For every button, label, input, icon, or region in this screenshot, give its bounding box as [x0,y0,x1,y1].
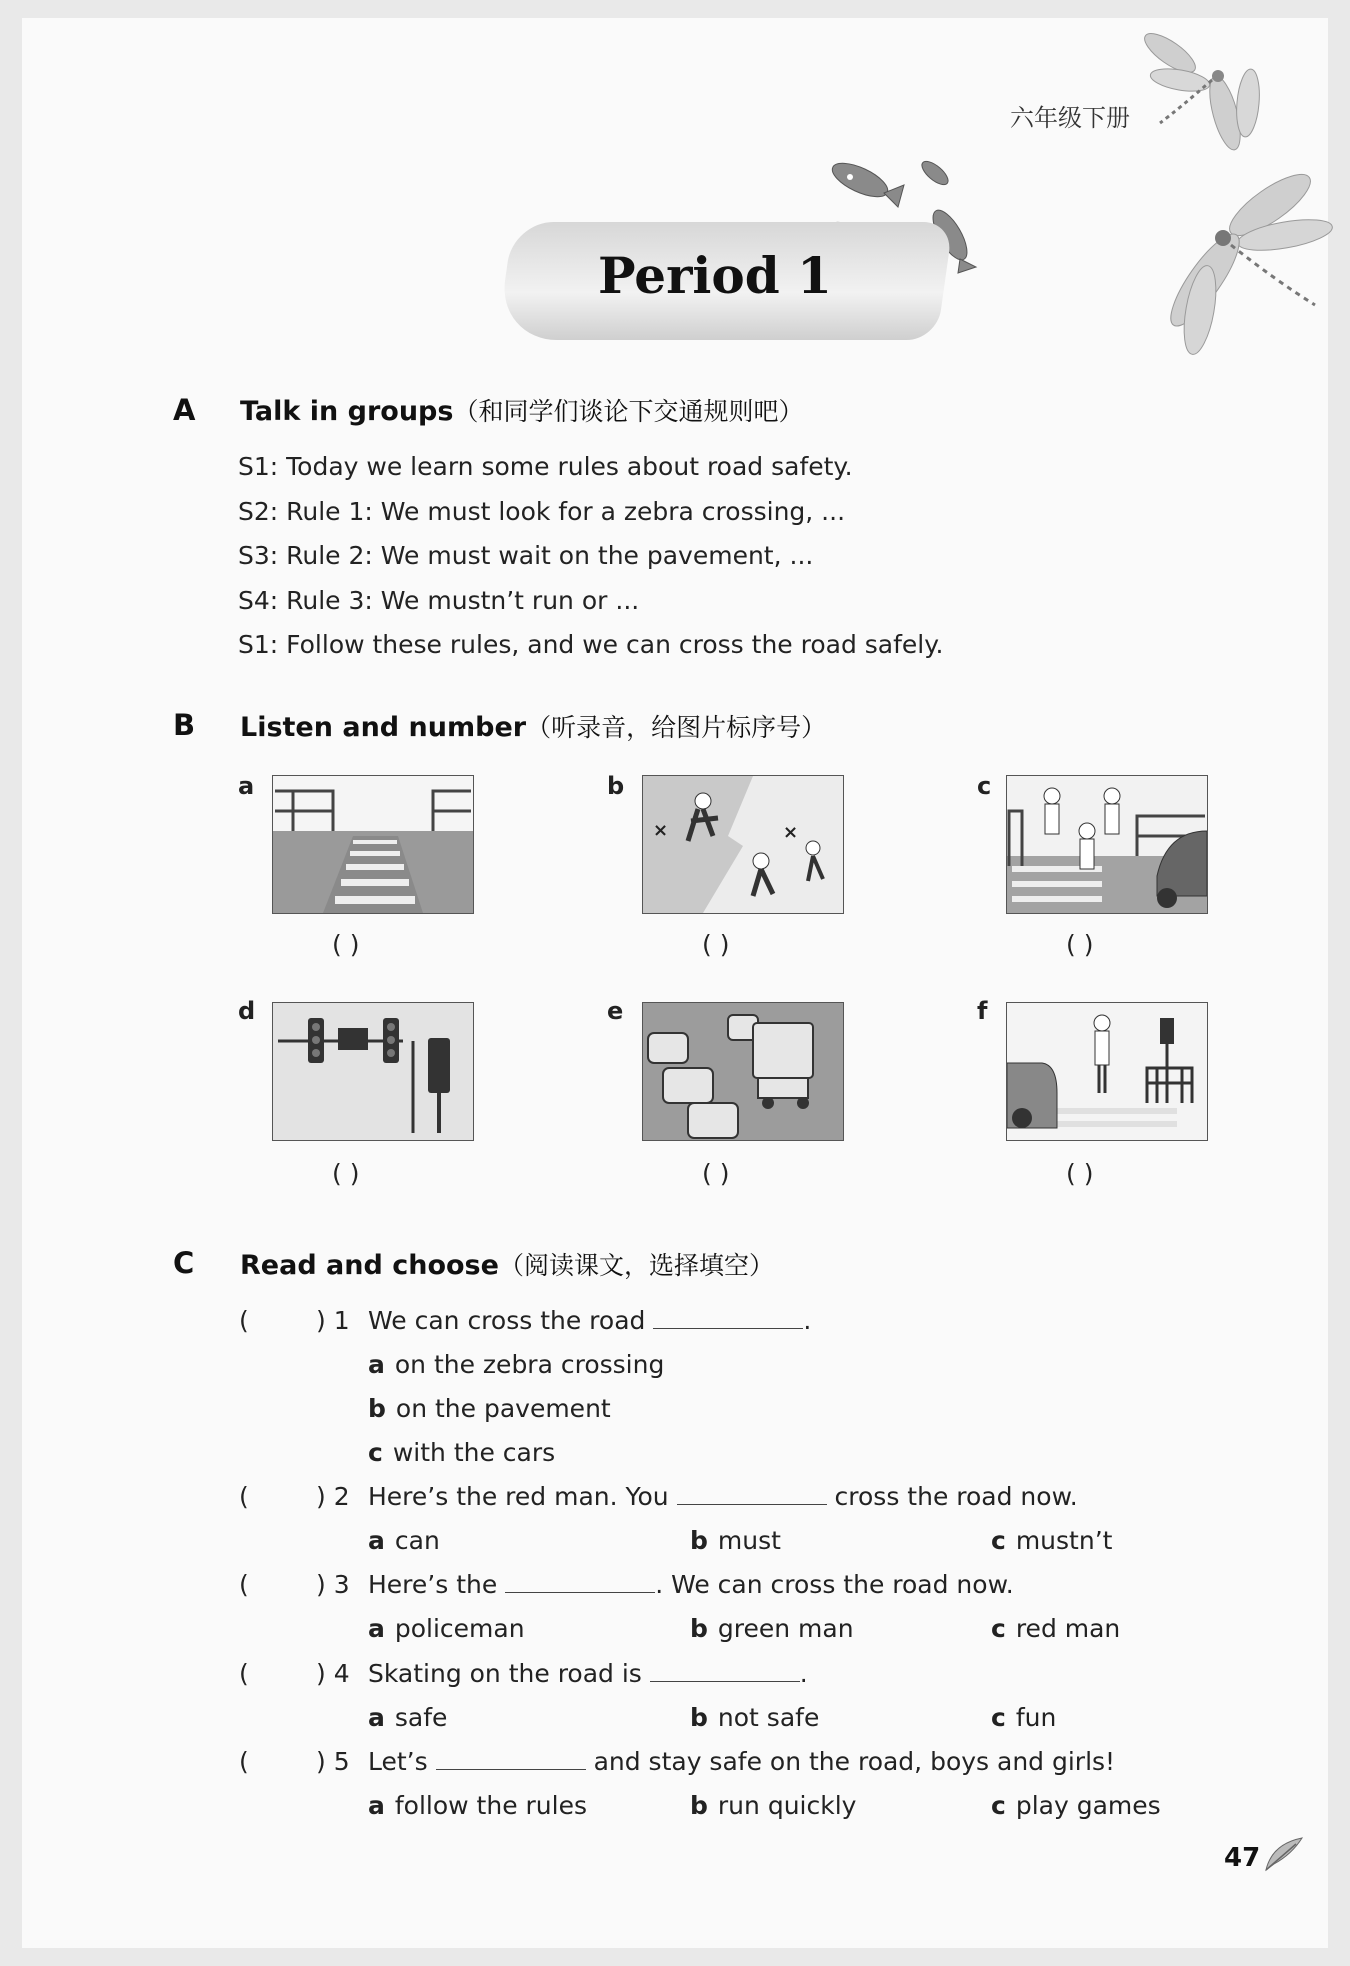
answer-blank[interactable] [650,1659,800,1682]
question-number: ) 3 [316,1570,350,1599]
option-text: run quickly [717,1791,857,1820]
question-text-after: . [799,1659,808,1688]
answer-paren[interactable]: ( ) [702,930,730,959]
option [368,1350,664,1379]
picture-e-traffic-jam [642,1002,844,1141]
answer-blank[interactable] [505,1570,655,1593]
question-text [368,1747,1115,1776]
section-b-title-en: Listen and number [240,712,527,743]
picture-d-label: d [238,997,256,1025]
answer-paren-open[interactable]: ( [239,1306,249,1335]
picture-d-traffic-lights [272,1002,474,1141]
option-text: follow the rules [394,1791,588,1820]
option [690,1791,856,1820]
answer-paren-open[interactable]: ( [239,1570,249,1599]
section-a-letter: A [173,393,196,427]
option [991,1703,1056,1732]
question-text-after: . We can cross the road now. [655,1570,1014,1599]
answer-blank[interactable] [436,1747,586,1770]
dragonfly-right-decoration [1145,150,1335,360]
question-text [368,1306,811,1335]
option [368,1703,447,1732]
question-text-after: and stay safe on the road, boys and girls! [593,1747,1116,1776]
option [991,1614,1120,1643]
answer-paren-open[interactable]: ( [239,1659,249,1688]
option-text: mustn’t [1015,1526,1113,1555]
option-text: not safe [717,1703,820,1732]
option-letter: b [690,1703,708,1732]
question-text [368,1659,808,1688]
picture-c-label: c [977,772,992,800]
option [368,1526,440,1555]
option-letter: a [368,1526,385,1555]
option-text: can [394,1526,440,1555]
grade-label: 六年级下册 [1010,104,1130,132]
answer-paren[interactable]: ( ) [332,1159,360,1188]
question-text [368,1570,1014,1599]
section-b-title-cn: （听录音，给图片标序号） [526,713,827,742]
picture-f-label: f [977,997,988,1025]
option-letter: b [690,1791,708,1820]
option-letter: c [991,1526,1006,1555]
option-letter: a [368,1350,385,1379]
option [368,1438,555,1467]
answer-paren[interactable]: ( ) [1066,1159,1094,1188]
section-a-title-en: Talk in groups [240,396,454,427]
option-letter: c [991,1791,1006,1820]
section-b-letter: B [173,708,196,742]
page-number: 47 [1224,1843,1261,1873]
option-letter: b [690,1526,708,1555]
question-text-before: Let’s [368,1747,428,1776]
page-title: Period 1 [598,246,832,305]
option-letter: c [368,1438,383,1467]
option [991,1791,1161,1820]
option-text: must [717,1526,781,1555]
option-letter: c [991,1614,1006,1643]
leaf-icon [1262,1834,1308,1874]
option [690,1703,819,1732]
option-letter: b [368,1394,386,1423]
question-number: ) 5 [316,1747,350,1776]
svg-text:×: × [783,822,799,843]
option [690,1526,781,1555]
dialogue-line: S3: Rule 2: We must wait on the pavement, ... [238,541,814,570]
picture-a-label: a [238,772,255,800]
answer-blank[interactable] [677,1482,827,1505]
section-a-title-cn: （和同学们谈论下交通规则吧） [453,397,804,426]
answer-paren[interactable]: ( ) [332,930,360,959]
option-text: on the pavement [395,1394,611,1423]
picture-b-label: b [607,772,625,800]
dialogue-line: S1: Today we learn some rules about road safety. [238,452,853,481]
question-number: ) 1 [316,1306,350,1335]
answer-paren-open[interactable]: ( [239,1482,249,1511]
option [368,1394,611,1423]
answer-blank[interactable] [653,1306,803,1329]
question-text-after: . [803,1306,812,1335]
section-c-title-en: Read and choose [240,1250,499,1281]
question-text-before: Here’s the red man. You [368,1482,669,1511]
option-letter: a [368,1614,385,1643]
option-text: red man [1015,1614,1121,1643]
section-c-title [240,1246,774,1282]
question-text-before: Skating on the road is [368,1659,642,1688]
picture-b-children-running [642,775,844,914]
question-text-before: We can cross the road [368,1306,646,1335]
question-text-after: cross the road now. [834,1482,1078,1511]
svg-text:×: × [653,820,669,841]
question-text-before: Here’s the [368,1570,498,1599]
section-b-title [240,708,826,744]
dialogue-line: S1: Follow these rules, and we can cross the road safely. [238,630,944,659]
dragonfly-top-decoration [1140,18,1270,158]
picture-f-girl-waiting [1006,1002,1208,1141]
section-a-title [240,392,803,428]
option-letter: c [991,1703,1006,1732]
question-number: ) 4 [316,1659,350,1688]
option-letter: a [368,1703,385,1732]
picture-c-children-crossing [1006,775,1208,914]
option-text: safe [394,1703,448,1732]
picture-e-label: e [607,997,624,1025]
option [690,1614,854,1643]
dialogue-line: S4: Rule 3: We mustn’t run or ... [238,586,640,615]
option-text: green man [717,1614,854,1643]
option-text: with the cars [392,1438,556,1467]
option-text: fun [1015,1703,1057,1732]
option-text: play games [1015,1791,1161,1820]
option [368,1614,525,1643]
option-letter: a [368,1791,385,1820]
section-c-title-cn: （阅读课文，选择填空） [498,1251,774,1280]
option [991,1526,1112,1555]
option [368,1791,587,1820]
answer-paren[interactable]: ( ) [702,1159,730,1188]
option-text: policeman [394,1614,525,1643]
question-text [368,1482,1078,1511]
section-c-letter: C [173,1246,195,1280]
answer-paren-open[interactable]: ( [239,1747,249,1776]
answer-paren[interactable]: ( ) [1066,930,1094,959]
picture-a-zebra-crossing [272,775,474,914]
option-text: on the zebra crossing [394,1350,665,1379]
question-number: ) 2 [316,1482,350,1511]
option-letter: b [690,1614,708,1643]
dialogue-line: S2: Rule 1: We must look for a zebra crossing, ... [238,497,846,526]
